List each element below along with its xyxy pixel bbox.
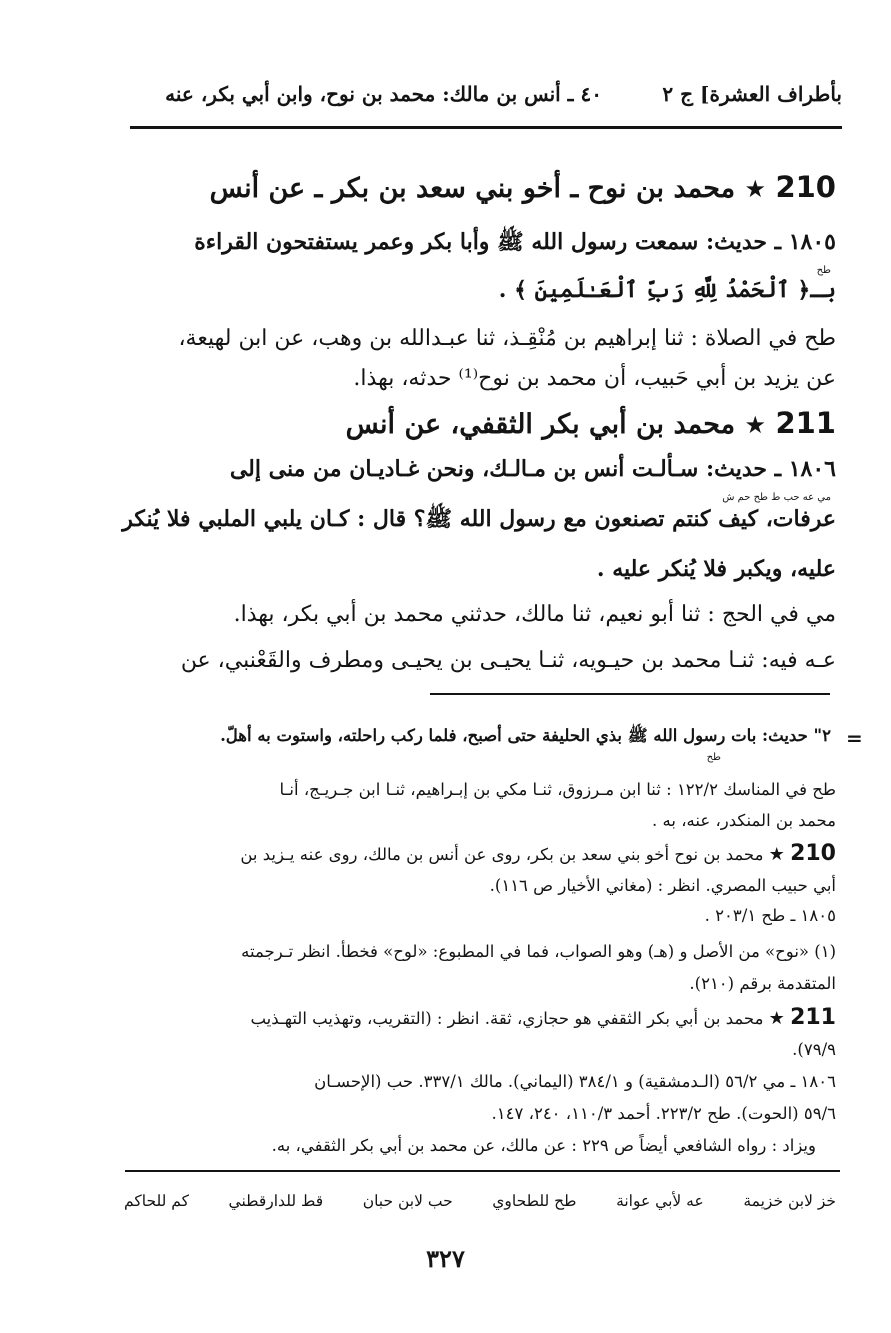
footnote-separator	[430, 693, 830, 695]
footnote-note-1-line-1: (١) «نوح» من الأصل و (هـ) وهو الصواب، فما في المطبوع: «لوح» فخطأ. انظر تـرجمته	[241, 942, 836, 961]
entry-title-text: محمد بن نوح ـ أخو بني سعد بن بكر ـ عن أنس	[209, 173, 736, 204]
hadith-1806-line-3: عليه، ويكبر فلا يُنكر عليه .	[596, 556, 836, 582]
entry-number: 210	[790, 841, 836, 866]
tiny-sigla: مي عه حب ط طح حم ش	[722, 492, 831, 503]
star-icon: ★	[744, 411, 767, 439]
abbreviation-ibn-khuzayma: خز لابن خزيمة	[743, 1192, 836, 1210]
star-icon: ★	[768, 844, 785, 865]
header-section-title: ٤٠ ـ أنس بن مالك: محمد بن نوح، وابن أبي بكر، عنه	[165, 82, 602, 106]
tiny-siglum: طح	[816, 265, 831, 276]
abbreviations-rule	[125, 1170, 840, 1172]
running-header	[130, 82, 842, 116]
entry-number: 211	[775, 406, 836, 440]
abbreviation-daraqutni: قط للدارقطني	[228, 1192, 324, 1210]
abbreviation-tahawi: طح للطحاوي	[492, 1192, 577, 1210]
footnote-takhrij-line-1: طح في المناسك ١٢٢/٢ : ثنا ابن مـرزوق، ثنـا مكي بن إبـراهيم، ثنـا ابن جـريـج، أنـا	[279, 780, 836, 799]
footnote-210-line-1	[240, 841, 836, 866]
entry-number: 211	[790, 1005, 836, 1030]
star-icon: ★	[768, 1008, 785, 1029]
footnote-text: محمد بن أبي بكر الثقفي هو حجازي، ثقة. انظر : (التقريب، وتهذيب التهـذيب	[250, 1009, 764, 1028]
footnote-text: محمد بن نوح أخو بني سعد بن بكر، روى عن أنس بن مالك، روى عنه يـزيد بن	[240, 845, 764, 864]
abbreviations-legend	[124, 1192, 836, 1210]
entry-number: 210	[775, 170, 836, 204]
hadith-1805-line-2: بـ﴿ ٱلْحَمْدُ لِلَّهِ رَبِّ ٱلْعَـٰلَمِينَ ﴾ .	[498, 277, 836, 303]
tiny-siglum: طح	[706, 752, 721, 763]
page-number: ٣٢٧	[426, 1244, 465, 1273]
header-book-title: بأطراف العشرة] ج ٢	[662, 82, 842, 106]
footnote-211-line-1	[250, 1005, 836, 1030]
entry-210-title	[210, 170, 836, 204]
abbreviation-abu-awana: عه لأبي عوانة	[616, 1192, 704, 1210]
continuation-mark: =	[846, 726, 863, 750]
entry-title-text: محمد بن أبي بكر الثقفي، عن أنس	[345, 409, 736, 440]
footnote-hadith-line-1: ٢" حديث: بات رسول الله ﷺ بذي الحليفة حتى أصبح، فلما ركب راحلته، واستوت به أهلّ.	[220, 726, 831, 745]
header-rule	[130, 126, 842, 129]
footnote-1806-line-2: ٥٩/٦ (الحوت). طح ٢٢٣/٢. أحمد ١١٠/٣، ٢٤٠، ١٤٧.	[491, 1104, 836, 1123]
takhrij-1805-line-2: عن يزيد بن أبي حَبيب، أن محمد بن نوح⁽¹⁾ حدثه، بهذا.	[353, 366, 836, 391]
footnote-1806-line-1: ١٨٠٦ ـ مي ٥٦/٢ (الـدمشقية) و ٣٨٤/١ (اليماني). مالك ٣٣٧/١. حب (الإحسـان	[314, 1072, 836, 1091]
takhrij-1806-line-1: مي في الحج : ثنا أبو نعيم، ثنا مالك، حدثني محمد بن أبي بكر، بهذا.	[233, 602, 836, 627]
footnote-note-1-line-2: المتقدمة برقم (٢١٠).	[689, 974, 836, 993]
takhrij-1806-line-2: عـه فيه: ثنـا محمد بن حيـويه، ثنـا يحيـى بن يحيـى ومطرف والقَعْنبي، عن	[180, 648, 836, 673]
hadith-1805-line-1: ١٨٠٥ ـ حديث: سمعت رسول الله ﷺ وأبا بكر وعمر يستفتحون القراءة	[194, 229, 836, 255]
abbreviation-ibn-hibban: حب لابن حبان	[362, 1192, 453, 1210]
takhrij-1805-line-1: طح في الصلاة : ثنا إبراهيم بن مُنْقِـذ، ثنا عبـدالله بن وهب، عن ابن لهيعة،	[178, 326, 836, 351]
entry-211-title	[346, 406, 836, 440]
footnote-takhrij-line-2: محمد بن المنكدر، عنه، به .	[652, 811, 836, 830]
hadith-1806-line-2: عرفات، كيف كنتم تصنعون مع رسول الله ﷺ؟ قال : كـان يلبي الملبي فلا يُنكر	[122, 506, 836, 532]
abbreviation-hakim: كم للحاكم	[124, 1192, 189, 1210]
footnote-211-line-2: ٧٩/٩).	[792, 1040, 836, 1059]
footnote-210-line-2: أبي حبيب المصري. انظر : (مغاني الأخيار ص ١١٦).	[489, 876, 836, 895]
star-icon: ★	[744, 175, 767, 203]
footnote-1806-line-3: ويزاد : رواه الشافعي أيضاً ص ٢٢٩ : عن مالك، عن محمد بن أبي بكر الثقفي، به.	[271, 1136, 816, 1155]
hadith-1806-line-1: ١٨٠٦ ـ حديث: سـألـت أنس بن مـالـك، ونحن غـاديـان من منى إلى	[229, 456, 836, 482]
footnote-1805: ١٨٠٥ ـ طح ٢٠٣/١ .	[704, 906, 836, 925]
